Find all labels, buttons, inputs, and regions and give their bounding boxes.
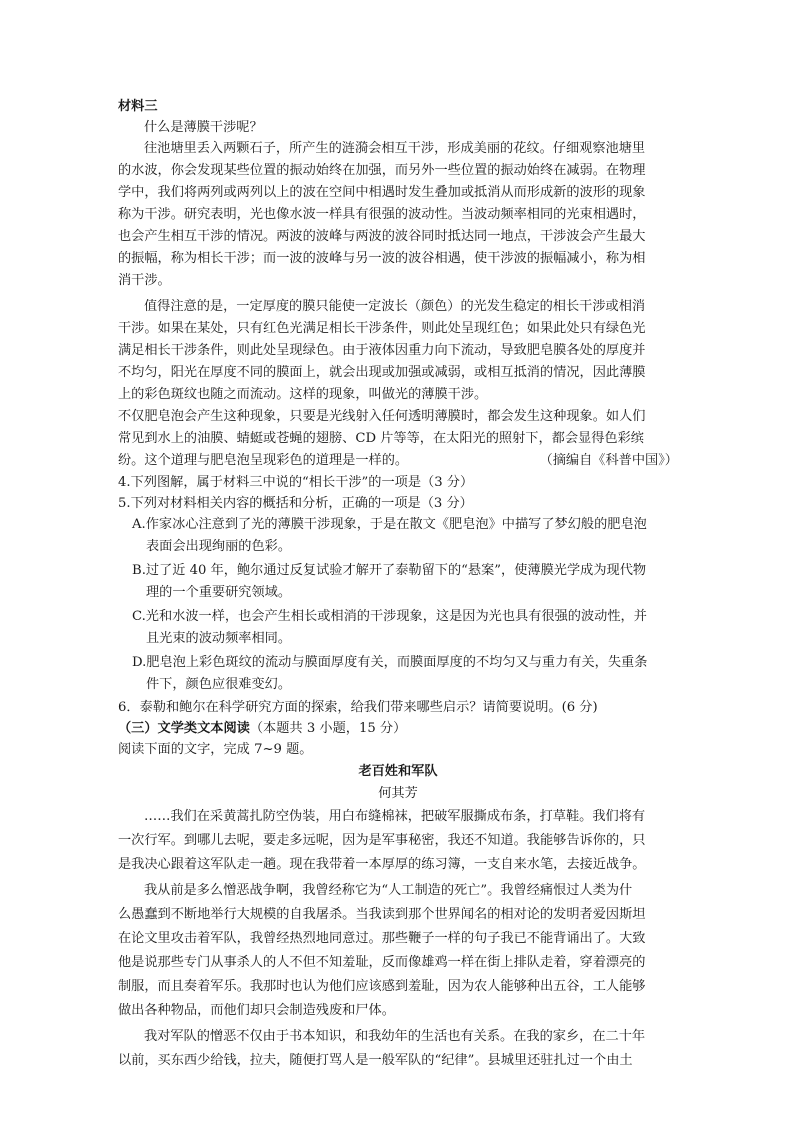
article-author: 何其芳 — [378, 786, 418, 801]
material-question: 什么是薄膜干涉呢？ — [144, 120, 263, 135]
section-heading — [118, 718, 406, 740]
material-heading: 材料三 — [118, 99, 158, 114]
question-5: 5.下列对材料相关内容的概括和分析，正确的一项是（3 分） — [118, 496, 473, 511]
question-4: 4.下列图解，属于材料三中说的“相长干涉”的一项是（3 分） — [118, 475, 474, 490]
reading-instruction: 阅读下面的文字，完成 7~9 题。 — [118, 742, 313, 757]
question-6: 6．泰勒和鲍尔在科学研究方面的探索，给我们带来哪些启示？请简要说明。(6 分) — [118, 700, 598, 715]
section-heading-note: （本题共 3 小题，15 分） — [249, 721, 407, 736]
article-title: 老百姓和军队 — [358, 764, 438, 779]
source-citation: （摘编自《科普中国》） — [539, 453, 678, 468]
section-heading-label: （三）文学类文本阅读 — [118, 721, 250, 736]
